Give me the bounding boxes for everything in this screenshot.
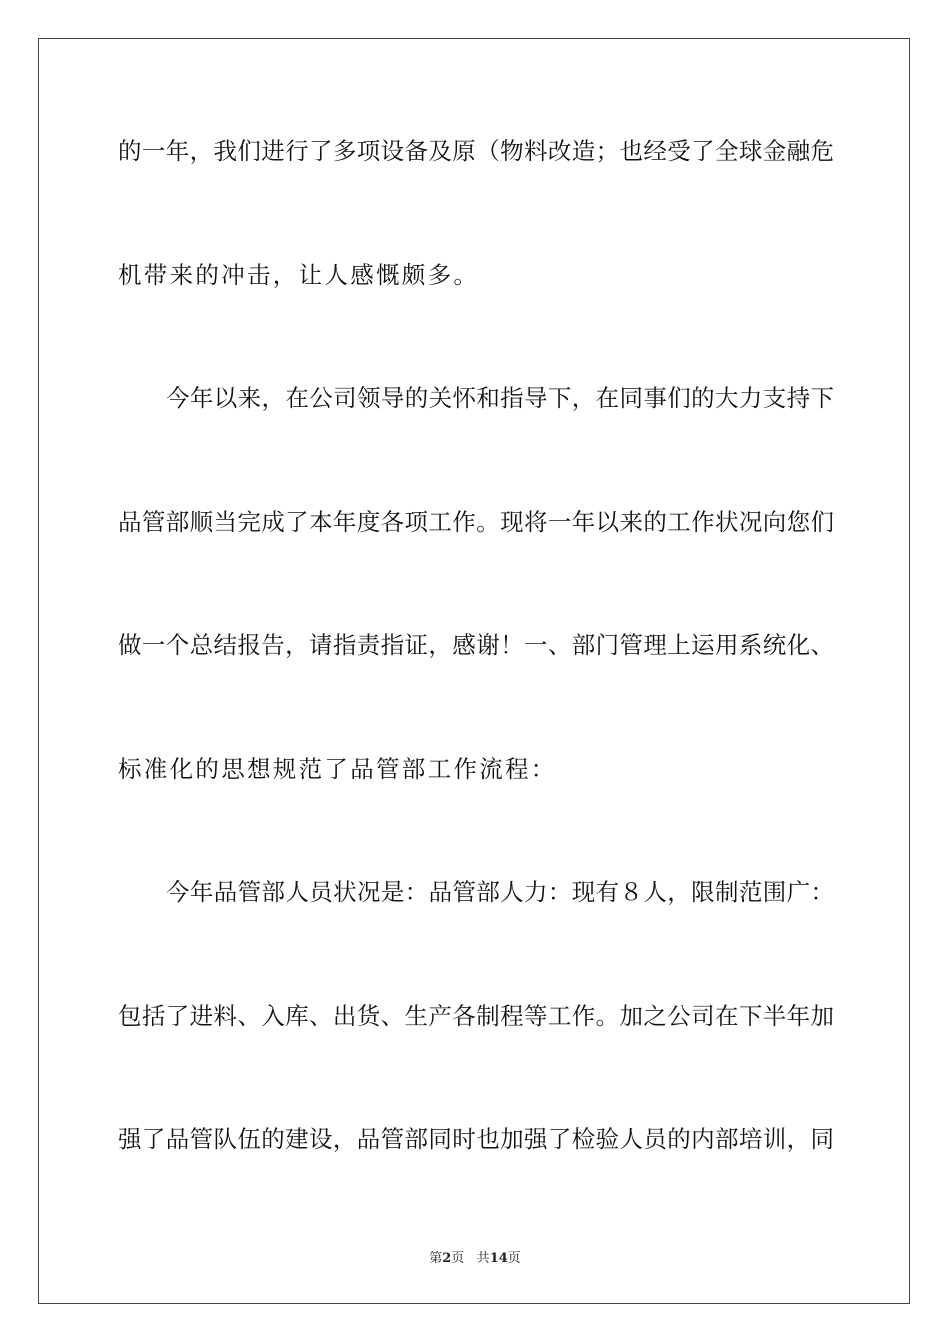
total-prefix: 共 — [476, 1251, 490, 1266]
page-number: 2 — [442, 1251, 452, 1266]
page-suffix: 页 — [451, 1251, 465, 1266]
page-footer — [0, 1247, 950, 1266]
page-prefix: 第 — [429, 1251, 443, 1266]
text-line-7: 今年品管部人员状况是：品管部人力：现有８人，限制范围广： — [166, 878, 834, 906]
text-line-2: 机带来的冲击，让人感慨颇多。 — [118, 260, 480, 289]
total-pages: 14 — [489, 1251, 508, 1266]
document-body — [118, 118, 834, 1230]
text-line-4: 品管部顺当完成了本年度各项工作。现将一年以来的工作状况向您们 — [118, 507, 834, 536]
text-line-8: 包括了进料、入库、出货、生产各制程等工作。加之公司在下半年加 — [118, 1001, 834, 1030]
text-line-9: 强了品管队伍的建设，品管部同时也加强了检验人员的内部培训，同 — [118, 1125, 834, 1153]
text-line-1: 的一年，我们进行了多项设备及原（物料改造；也经受了全球金融危 — [118, 137, 834, 165]
text-line-5: 做一个总结报告，请指责指证，感谢！一、部门管理上运用系统化、 — [118, 631, 834, 659]
text-line-3: 今年以来，在公司领导的关怀和指导下，在同事们的大力支持下 — [166, 384, 834, 412]
text-line-6: 标准化的思想规范了品管部工作流程： — [118, 754, 557, 783]
total-suffix: 页 — [507, 1251, 521, 1266]
